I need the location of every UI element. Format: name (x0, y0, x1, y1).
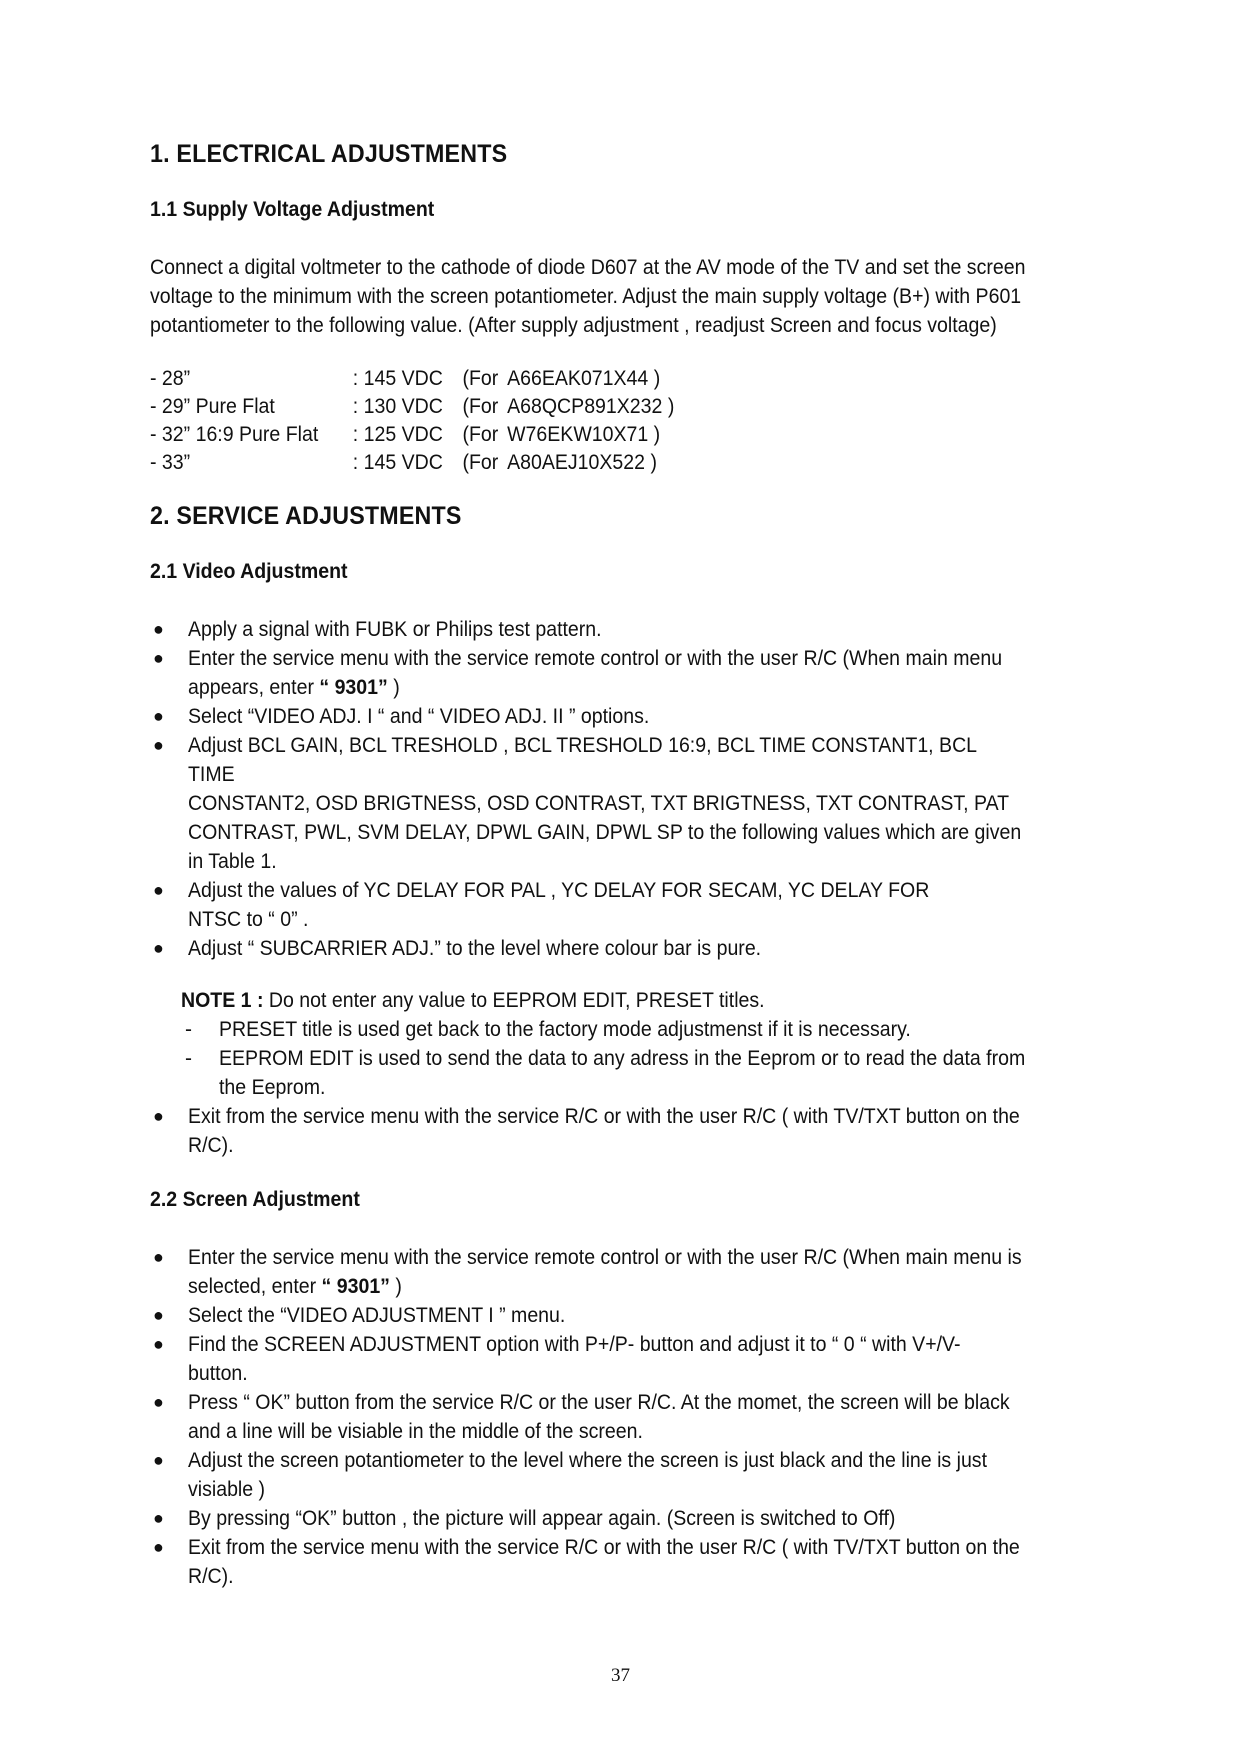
spec-chassis: W76EKW10X71 ) (507, 423, 661, 446)
list-item-text: R/C). (188, 1565, 234, 1588)
list-item (150, 644, 1100, 702)
list-item-text: Find the SCREEN ADJUSTMENT option with P+/P- button and adjust it to “ 0 “ with V+/V- button. (188, 1333, 961, 1385)
subsection-2-1-heading: 2.1 Video Adjustment (150, 560, 348, 583)
subsection-1-1-heading: 1.1 Supply Voltage Adjustment (150, 198, 435, 221)
bullet-icon: ● (153, 706, 164, 726)
spec-chassis: A68QCP891X232 ) (507, 395, 675, 418)
spec-model: - 29” Pure Flat (150, 395, 275, 418)
note-block (181, 986, 1100, 1015)
paragraph-line: voltage to the minimum with the screen potantiometer. Adjust the main supply voltage (B+) with P601 (150, 285, 1022, 308)
spec-model: - 28” (150, 367, 191, 390)
list-item-text: CONTRAST, PWL, SVM DELAY, DPWL GAIN, DPWL SP to the following values which are given (188, 821, 1022, 844)
paragraph-line: Connect a digital voltmeter to the cathode of diode D607 at the AV mode of the TV and set the screen (150, 256, 1026, 279)
list-item-text: Exit from the service menu with the service R/C or with the user R/C ( with TV/TXT button on the (188, 1105, 1020, 1128)
list-item-text: R/C). (188, 1134, 234, 1157)
dash-icon: - (185, 1047, 192, 1070)
bullet-icon: ● (153, 938, 164, 958)
list-item-text: appears, enter “ 9301” ) (188, 676, 400, 699)
list-item (150, 1102, 1100, 1160)
bullet-icon: ● (153, 1508, 164, 1528)
note-text: Do not enter any value to EEPROM EDIT, PRESET titles. (263, 989, 765, 1012)
list-item (150, 1504, 1100, 1533)
list-item (150, 876, 1100, 934)
list-item-text: Adjust “ SUBCARRIER ADJ.” to the level where colour bar is pure. (188, 937, 762, 960)
bullet-icon: ● (153, 1305, 164, 1325)
note-item-text: the Eeprom. (219, 1076, 326, 1099)
service-code: “ 9301” (321, 1275, 390, 1298)
bullet-icon: ● (153, 1537, 164, 1557)
list-item-text: Adjust BCL GAIN, BCL TRESHOLD , BCL TRESHOLD 16:9, BCL TIME CONSTANT1, BCL TIME (188, 734, 977, 786)
video-adjustment-list (150, 615, 1100, 963)
list-item (150, 702, 1100, 731)
spec-model: - 32” 16:9 Pure Flat (150, 423, 319, 446)
note-item-text: EEPROM EDIT is used to send the data to any adress in the Eeprom or to read the data from (219, 1047, 1026, 1070)
dash-icon: - (185, 1018, 192, 1041)
bullet-icon: ● (153, 1450, 164, 1470)
spec-chassis: A80AEJ10X522 ) (507, 451, 657, 474)
section-1-heading: 1. ELECTRICAL ADJUSTMENTS (150, 140, 508, 168)
spec-voltage: : 125 VDC (352, 423, 443, 446)
spec-row (150, 365, 1034, 393)
list-item (150, 615, 1100, 644)
bullet-icon: ● (153, 880, 164, 900)
spec-row (150, 421, 1034, 449)
note-list (181, 1015, 1100, 1102)
spec-row (150, 449, 1034, 477)
spec-for: (For (462, 395, 499, 418)
spec-voltage: : 130 VDC (352, 395, 443, 418)
list-item (150, 1330, 1100, 1388)
spec-for: (For (462, 423, 499, 446)
list-item (150, 1388, 1100, 1446)
paragraph-line: potantiometer to the following value. (After supply adjustment , readjust Screen and focus voltage) (150, 314, 997, 337)
list-item (150, 1533, 1100, 1591)
note-line (181, 986, 1111, 1015)
list-item (150, 1243, 1100, 1301)
screen-adjustment-list (150, 1243, 1100, 1591)
spec-for: (For (462, 367, 499, 390)
list-item-text: By pressing “OK” button , the picture will appear again. (Screen is switched to Off) (188, 1507, 896, 1530)
list-item-text: NTSC to “ 0” . (188, 908, 309, 931)
list-item-text: Adjust the values of YC DELAY FOR PAL , YC DELAY FOR SECAM, YC DELAY FOR (188, 879, 930, 902)
list-item (150, 731, 1100, 876)
bullet-icon: ● (153, 1106, 164, 1126)
spec-voltage: : 145 VDC (352, 451, 443, 474)
note-item-text: PRESET title is used get back to the factory mode adjustmenst if it is necessary. (219, 1018, 911, 1041)
list-item-text: Press “ OK” button from the service R/C or the user R/C. At the momet, the screen will be black (188, 1391, 1010, 1414)
list-item (150, 1446, 1100, 1504)
bullet-icon: ● (153, 1334, 164, 1354)
list-item-text: Enter the service menu with the service remote control or with the user R/C (When main menu (188, 647, 1003, 670)
video-exit-list (150, 1102, 1100, 1160)
list-item (150, 934, 1100, 963)
list-item-text: Adjust the screen potantiometer to the level where the screen is just black and the line is just (188, 1449, 988, 1472)
bullet-icon: ● (153, 1392, 164, 1412)
list-item-text: and a line will be visiable in the middle of the screen. (188, 1420, 643, 1443)
spec-for: (For (462, 451, 499, 474)
document-page (150, 140, 1100, 1591)
service-code: “ 9301” (319, 676, 388, 699)
bullet-icon: ● (153, 619, 164, 639)
subsection-2-2-heading: 2.2 Screen Adjustment (150, 1188, 360, 1211)
note-list-item (181, 1015, 1100, 1044)
spec-voltage: : 145 VDC (352, 367, 443, 390)
list-item-text: visiable ) (188, 1478, 266, 1501)
page-number: 37 (611, 1665, 630, 1686)
list-item-text: in Table 1. (188, 850, 277, 873)
section-2-heading: 2. SERVICE ADJUSTMENTS (150, 502, 462, 530)
list-item (150, 1301, 1100, 1330)
spec-model: - 33” (150, 451, 191, 474)
bullet-icon: ● (153, 1247, 164, 1267)
bullet-icon: ● (153, 648, 164, 668)
list-item-text: Exit from the service menu with the service R/C or with the user R/C ( with TV/TXT button on the (188, 1536, 1020, 1559)
supply-paragraph (150, 253, 1100, 340)
bullet-icon: ● (153, 735, 164, 755)
list-item-text: Select “VIDEO ADJ. I “ and “ VIDEO ADJ. II ” options. (188, 705, 650, 728)
note-list-item (181, 1044, 1100, 1102)
list-item-text: selected, enter “ 9301” ) (188, 1275, 402, 1298)
list-item-text: Apply a signal with FUBK or Philips test pattern. (188, 618, 602, 641)
list-item-text: Enter the service menu with the service remote control or with the user R/C (When main menu is (188, 1246, 1022, 1269)
list-item-text: CONSTANT2, OSD BRIGTNESS, OSD CONTRAST, TXT BRIGTNESS, TXT CONTRAST, PAT (188, 792, 1010, 815)
note-label: NOTE 1 : (181, 989, 264, 1012)
spec-row (150, 393, 1034, 421)
spec-chassis: A66EAK071X44 ) (507, 367, 661, 390)
list-item-text: Select the “VIDEO ADJUSTMENT I ” menu. (188, 1304, 566, 1327)
voltage-spec-table (150, 365, 1100, 477)
